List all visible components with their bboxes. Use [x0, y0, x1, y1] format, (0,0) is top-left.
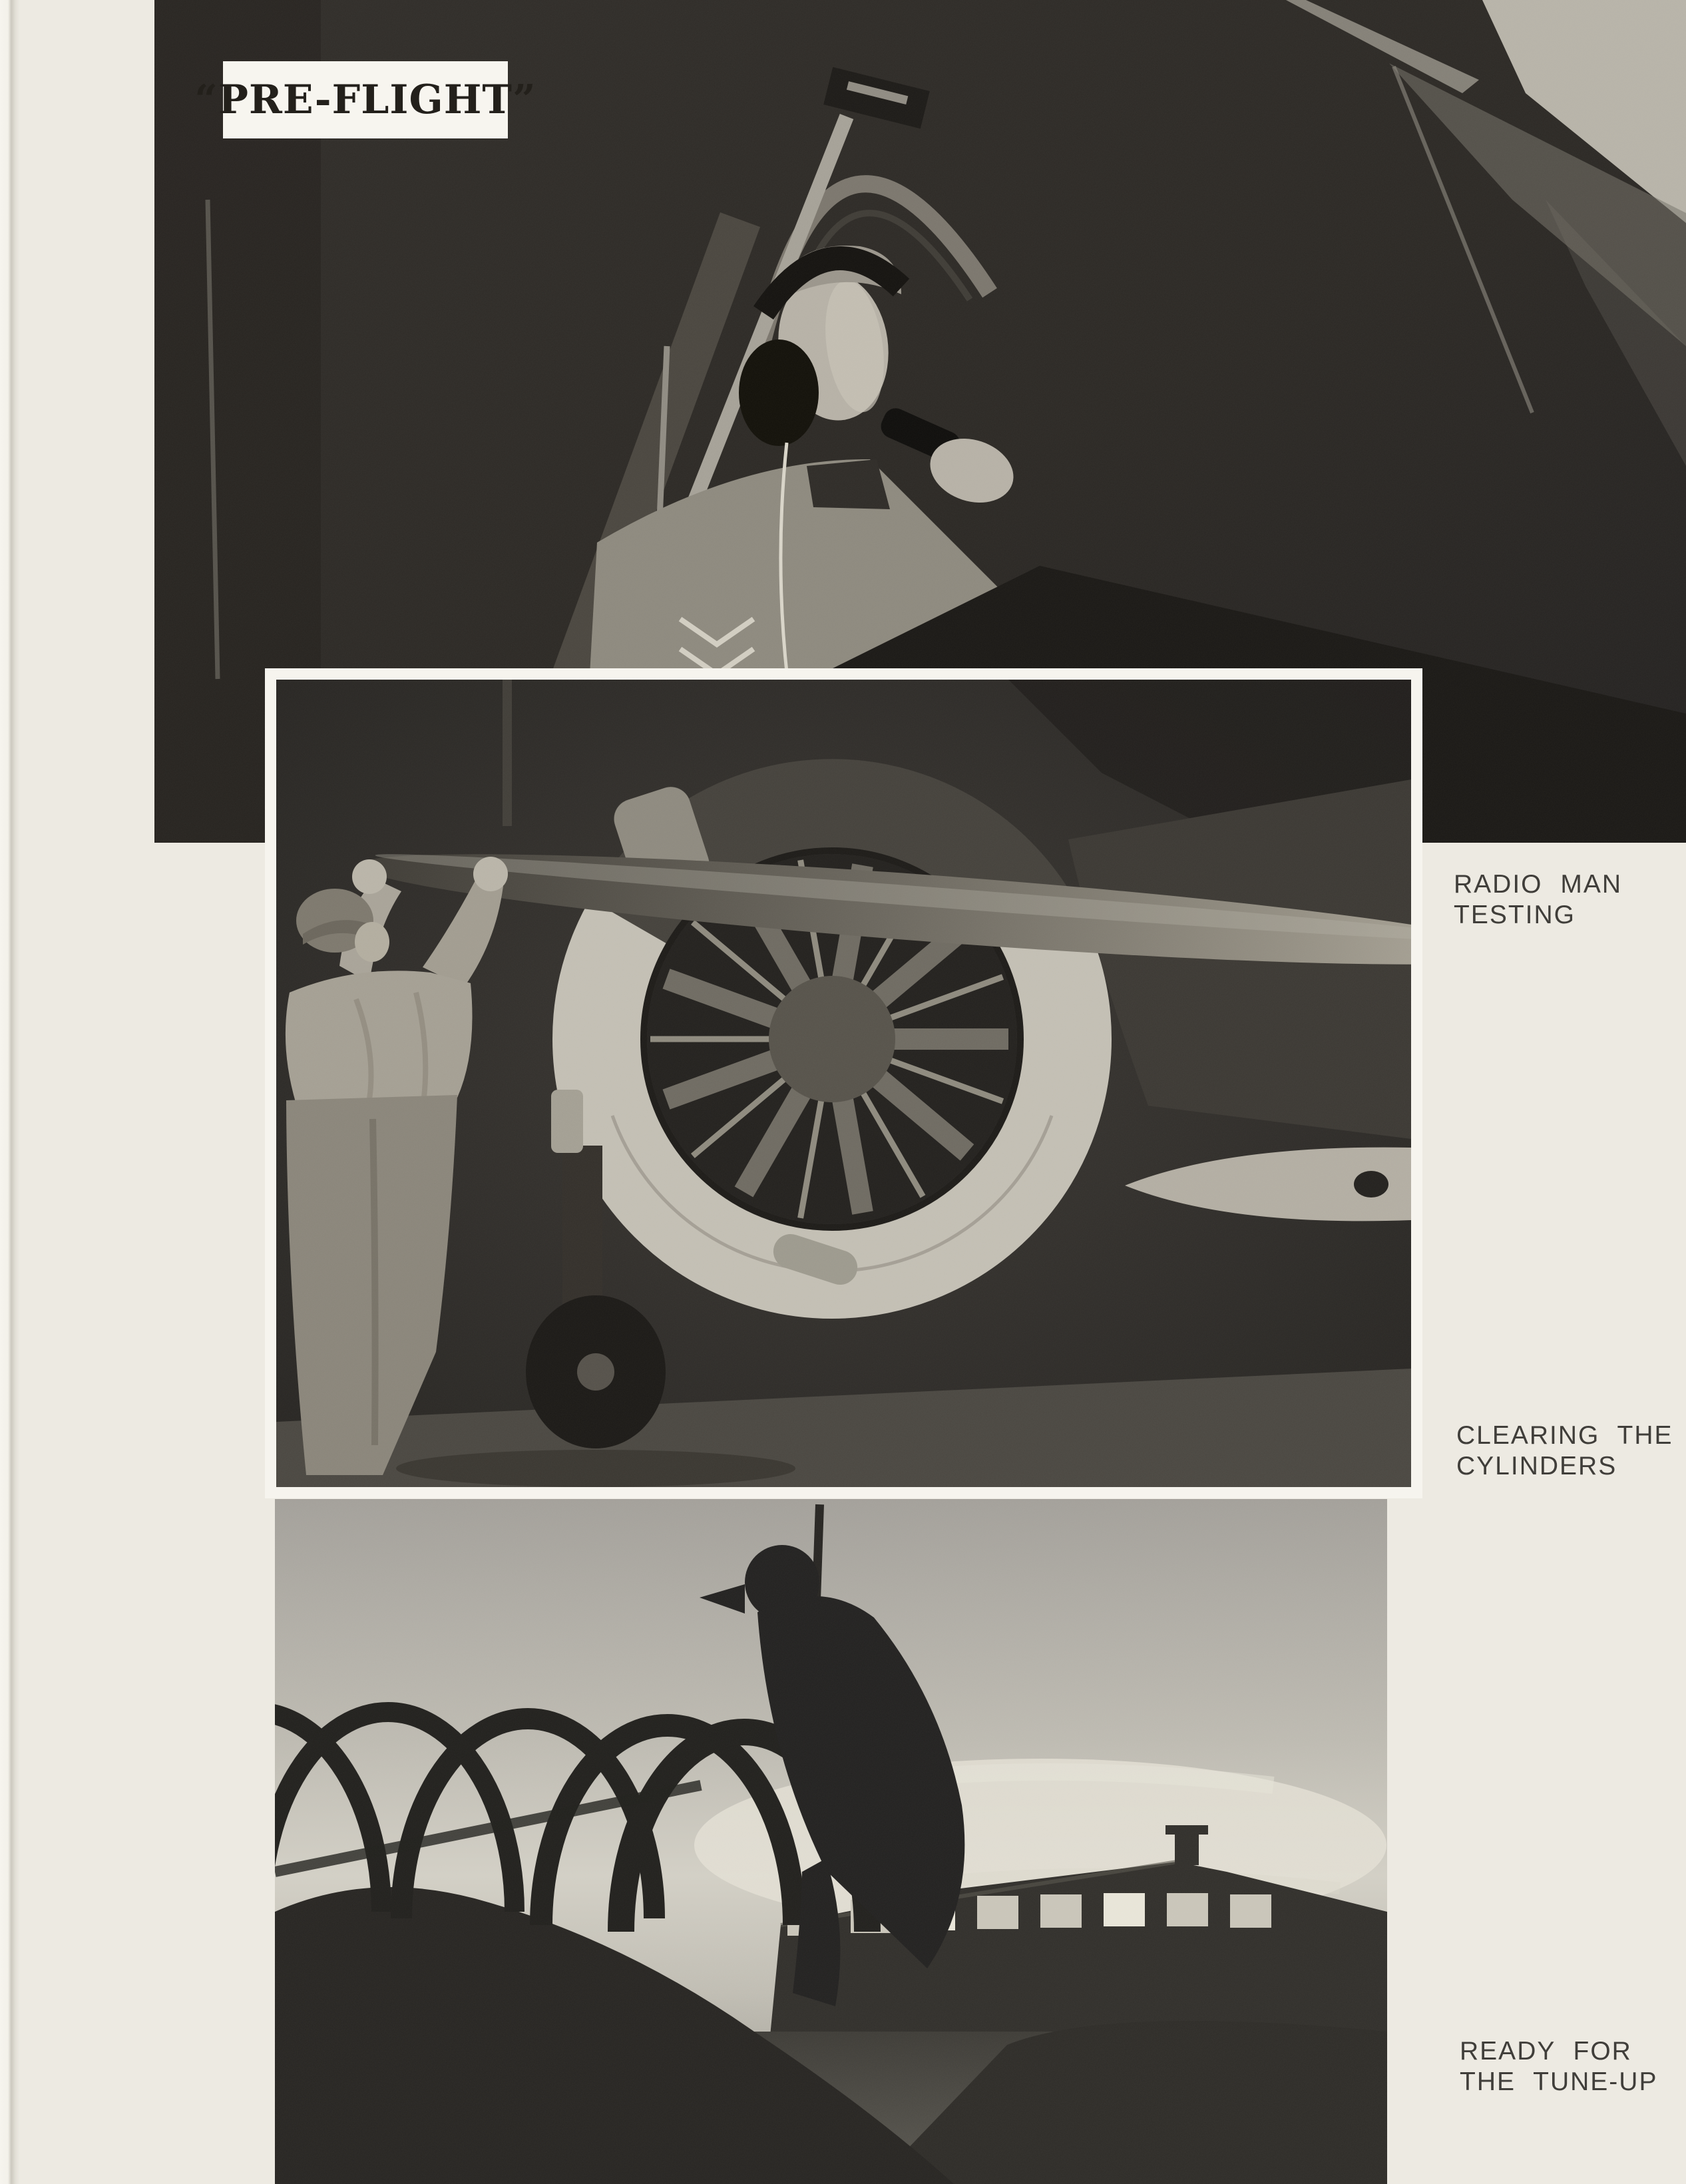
photo-clearing-cylinders: [265, 668, 1422, 1498]
page-binding-crease: [0, 0, 20, 2184]
caption-text-line: TESTING: [1454, 901, 1576, 929]
photo-ready-tune-up: [275, 1499, 1387, 2184]
film-grain: [275, 1499, 1387, 2184]
caption-radio-man-testing: [1454, 869, 1622, 931]
caption-text-line: THE TUNE-UP: [1460, 2068, 1658, 2096]
caption-clearing-the-cylinders: [1456, 1420, 1673, 1482]
caption-text-line: RADIO MAN: [1454, 870, 1623, 899]
page-title-label: [194, 61, 536, 138]
caption-text-line: CYLINDERS: [1456, 1452, 1617, 1480]
caption-text-line: CLEARING THE: [1456, 1421, 1673, 1450]
caption-ready-for-the-tune-up: [1460, 2036, 1657, 2097]
clearing-cylinders-photo-art: [276, 680, 1411, 1487]
caption-text-line: READY FOR: [1460, 2037, 1632, 2066]
page-title: “PRE-FLIGHT”: [194, 77, 536, 123]
ready-tune-up-photo-art: [275, 1499, 1387, 2184]
film-grain: [276, 680, 1411, 1487]
